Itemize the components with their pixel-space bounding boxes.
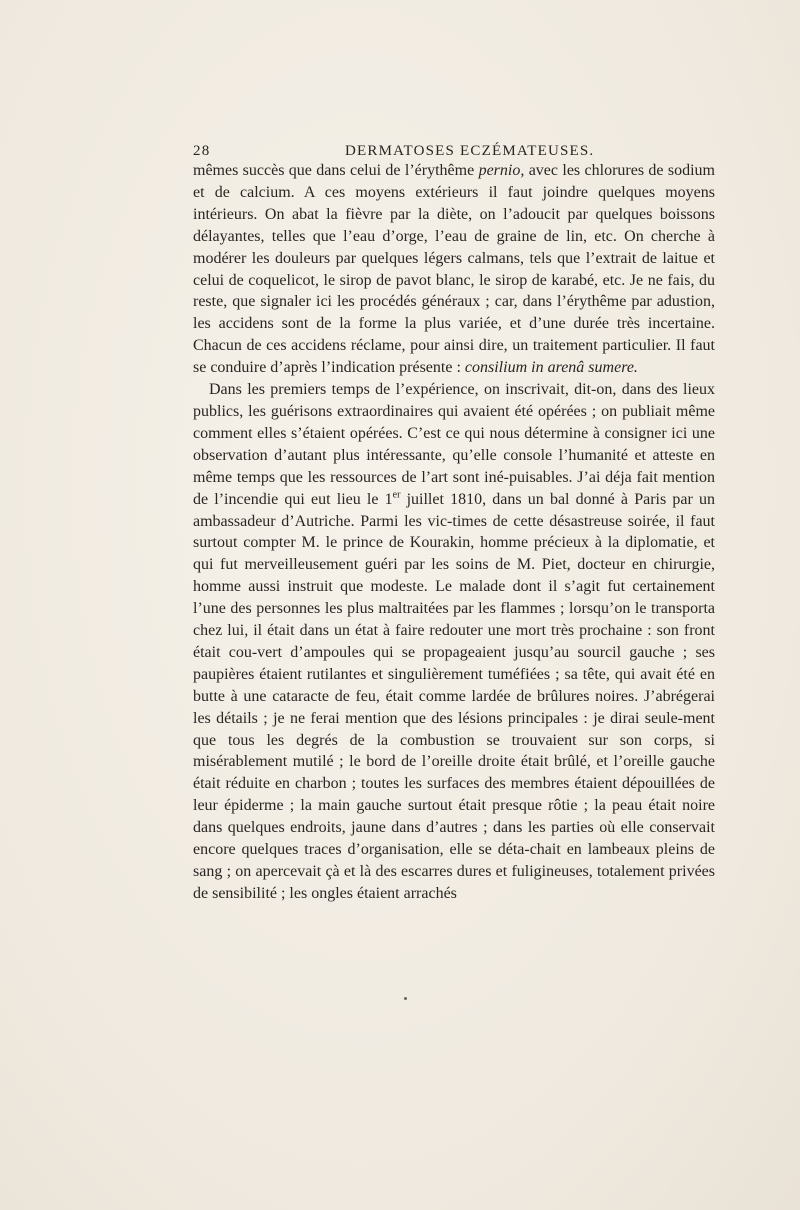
italic-phrase: consilium in arenâ sumere. [464,359,638,377]
text-run: juillet 1810, dans un bal donné à Paris par un ambassadeur d’Autriche. Parmi les vic-times de cette désastreuse soirée, il faut surtout compter M. le prince de Kourakin, homme précieux à la diplomatie, et qui fut merveilleusement guéri par les soins de M. Piet, docteur en chirurgie, homme aussi instruit que modeste. Le malade dont il s’agit fut certainement l’une des personnes les plus maltraitées par les flammes ; lorsqu’on le transporta chez lui, il était dans un état à faire redouter une mort très prochaine : son front était cou-vert d’ampoules qui se propageaient jusqu’au sourcil gauche ; ses paupières étaient rutilantes et singulièrement tuméfiées ; sa tête, qui avait été en butte à une cataracte de feu, était comme lardée de brûlures noires. J’abrégerai les détails ; je ne ferai mention que des lésions principales : je dirai seule-ment que tous les degrés de la combustion se trouvaient sur son corps, si misérablement mutilé ; le bord de l’oreille droite était brûlé, et l’oreille gauche était réduite en charbon ; toutes les surfaces des membres étaient dépouillées de leur épiderme ; la main gauche surtout était presque rôtie ; la peau était noire dans quelques endroits, jaune dans d’autres ; dans les parties où elle conservait encore quelques traces d’organisation, elle se déta-chait en lambeaux pleins de sang ; on apercevait çà et là des escarres dures et fuligineuses, totalement privées de sensibilité ; les ongles étaient arrachés [193,490,715,902]
paragraph-1 [193,160,715,379]
text-run: mêmes succès que dans celui de l’érythême [193,162,479,179]
paragraph-2 [193,379,715,905]
text-run: avec les chlorures de sodium et de calcium. A ces moyens extérieurs il faut joindre quelques moyens intérieurs. On abat la fièvre par la diète, on l’adoucit par quelques boissons délayantes, telles que l’eau d’orge, l’eau de graine de lin, etc. On cherche à modérer les douleurs par quelques légers calmans, tels que l’extrait de laitue et celui de coquelicot, le sirop de pavot blanc, le sirop de karabé, etc. Je ne fais, du reste, que signaler ici les procédés généraux ; car, dans l’érythême par adustion, les accidens sont de la forme la plus variée, et d’une durée très incertaine. Chacun de ces accidens réclame, pour ainsi dire, un traitement particulier. Il faut se conduire d’après l’indication présente : [193,162,716,377]
italic-phrase: pernio, [478,162,525,179]
running-head: DERMATOSES ECZÉMATEUSES. [345,143,595,159]
text-run: Dans les premiers temps de l’expérience, on inscrivait, dit-on, dans des lieux publics, les guérisons extraordinaires qui avaient été opérées ; on publiait même comment elles s’étaient opérées. C’est ce qui nous détermine à consigner ici une observation d’autant plus intéressante, qu’elle console l’humanité et atteste en même temps que les ressources de l’art sont iné-puisables. J’ai déja fait mention de l’incendie qui eut lieu le 1 [193,381,715,508]
ink-speck [404,997,407,1000]
superscript: er [392,489,401,501]
page-number: 28 [193,143,211,159]
body-text [193,160,715,905]
